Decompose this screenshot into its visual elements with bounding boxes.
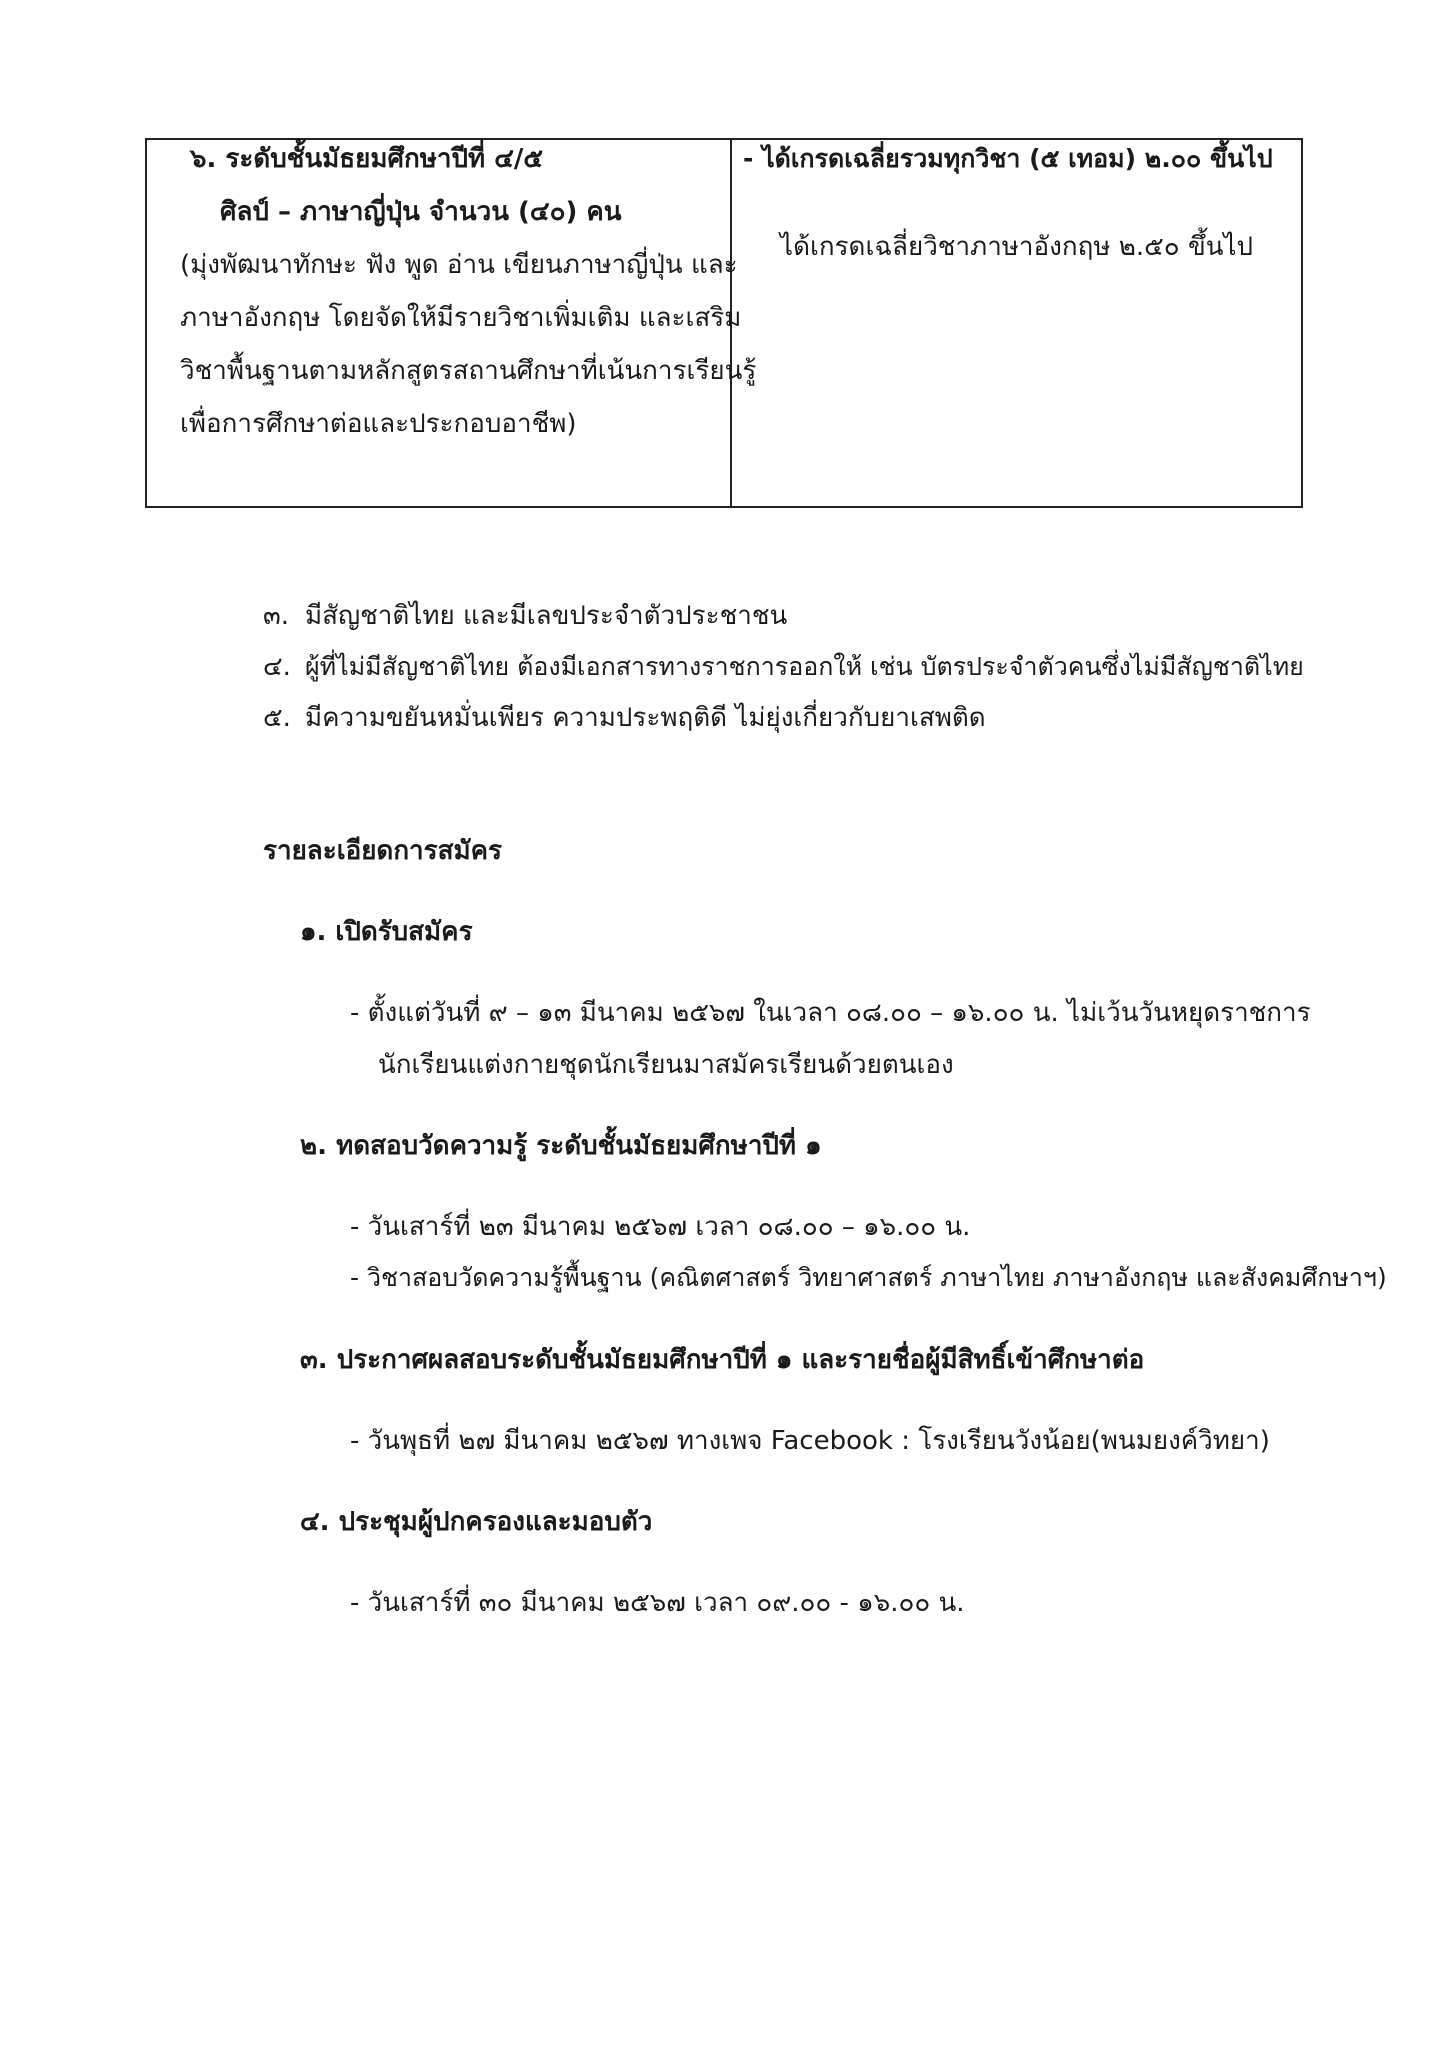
qualification-text: มีความขยันหมั่นเพียร ความประพฤติดี ไม่ยุ่งเกี่ยวกับยาเสพติด (305, 703, 986, 733)
program-description-line: ภาษาอังกฤษ โดยจัดให้มีรายวิชาเพิ่มเติม และเสริม (180, 303, 742, 333)
section-item: นักเรียนแต่งกายชุดนักเรียนมาสมัครเรียนด้วยตนเอง (378, 1050, 954, 1080)
program-name-heading: ศิลป์ – ภาษาญี่ปุ่น จำนวน (๔๐) คน (220, 197, 622, 227)
details-heading: รายละเอียดการสมัคร (263, 836, 502, 866)
program-description-line: (มุ่งพัฒนาทักษะ ฟัง พูด อ่าน เขียนภาษาญี่ปุ่น และ (180, 250, 738, 280)
qualification-number: ๕. (263, 703, 291, 733)
english-gpa-requirement: ได้เกรดเฉลี่ยวิชาภาษาอังกฤษ ๒.๕๐ ขึ้นไป (780, 232, 1254, 262)
gpa-requirement: - ได้เกรดเฉลี่ยรวมทุกวิชา (๕ เทอม) ๒.๐๐ ขึ้นไป (743, 144, 1273, 173)
section-title: ๓. ประกาศผลสอบระดับชั้นมัธยมศึกษาปีที่ ๑ และรายชื่อผู้มีสิทธิ์เข้าศึกษาต่อ (300, 1345, 1145, 1375)
section-title: ๒. ทดสอบวัดความรู้ ระดับชั้นมัธยมศึกษาปีที่ ๑ (300, 1131, 822, 1161)
program-description-line: วิชาพื้นฐานตามหลักสูตรสถานศึกษาที่เน้นการเรียนรู้ (180, 356, 757, 386)
section-item: - ตั้งแต่วันที่ ๙ – ๑๓ มีนาคม ๒๕๖๗ ในเวลา ๐๘.๐๐ – ๑๖.๐๐ น. ไม่เว้นวันหยุดราชการ (350, 998, 1311, 1028)
program-level-heading: ๖. ระดับชั้นมัธยมศึกษาปีที่ ๔/๕ (190, 144, 544, 174)
section-item: - วิชาสอบวัดความรู้พื้นฐาน (คณิตศาสตร์ วิทยาศาสตร์ ภาษาไทย ภาษาอังกฤษ และสังคมศึกษาฯ) (350, 1263, 1387, 1292)
qualification-text: ผู้ที่ไม่มีสัญชาติไทย ต้องมีเอกสารทางราชการออกให้ เช่น บัตรประจำตัวคนซึ่งไม่มีสัญชาติไทย (305, 652, 1304, 681)
program-description-line: เพื่อการศึกษาต่อและประกอบอาชีพ) (180, 409, 577, 439)
section-title: ๔. ประชุมผู้ปกครองและมอบตัว (300, 1507, 653, 1537)
section-item: - วันพุธที่ ๒๗ มีนาคม ๒๕๖๗ ทางเพจ Facebook : โรงเรียนวังน้อย(พนมยงค์วิทยา) (350, 1426, 1270, 1456)
section-title: ๑. เปิดรับสมัคร (300, 917, 473, 947)
section-item: - วันเสาร์ที่ ๓๐ มีนาคม ๒๕๖๗ เวลา ๐๙.๐๐ - ๑๖.๐๐ น. (350, 1588, 965, 1618)
section-item: - วันเสาร์ที่ ๒๓ มีนาคม ๒๕๖๗ เวลา ๐๘.๐๐ – ๑๖.๐๐ น. (350, 1212, 971, 1242)
qualification-number: ๓. (263, 601, 290, 631)
qualification-number: ๔. (263, 652, 291, 682)
qualification-text: มีสัญชาติไทย และมีเลขประจำตัวประชาชน (305, 601, 788, 631)
